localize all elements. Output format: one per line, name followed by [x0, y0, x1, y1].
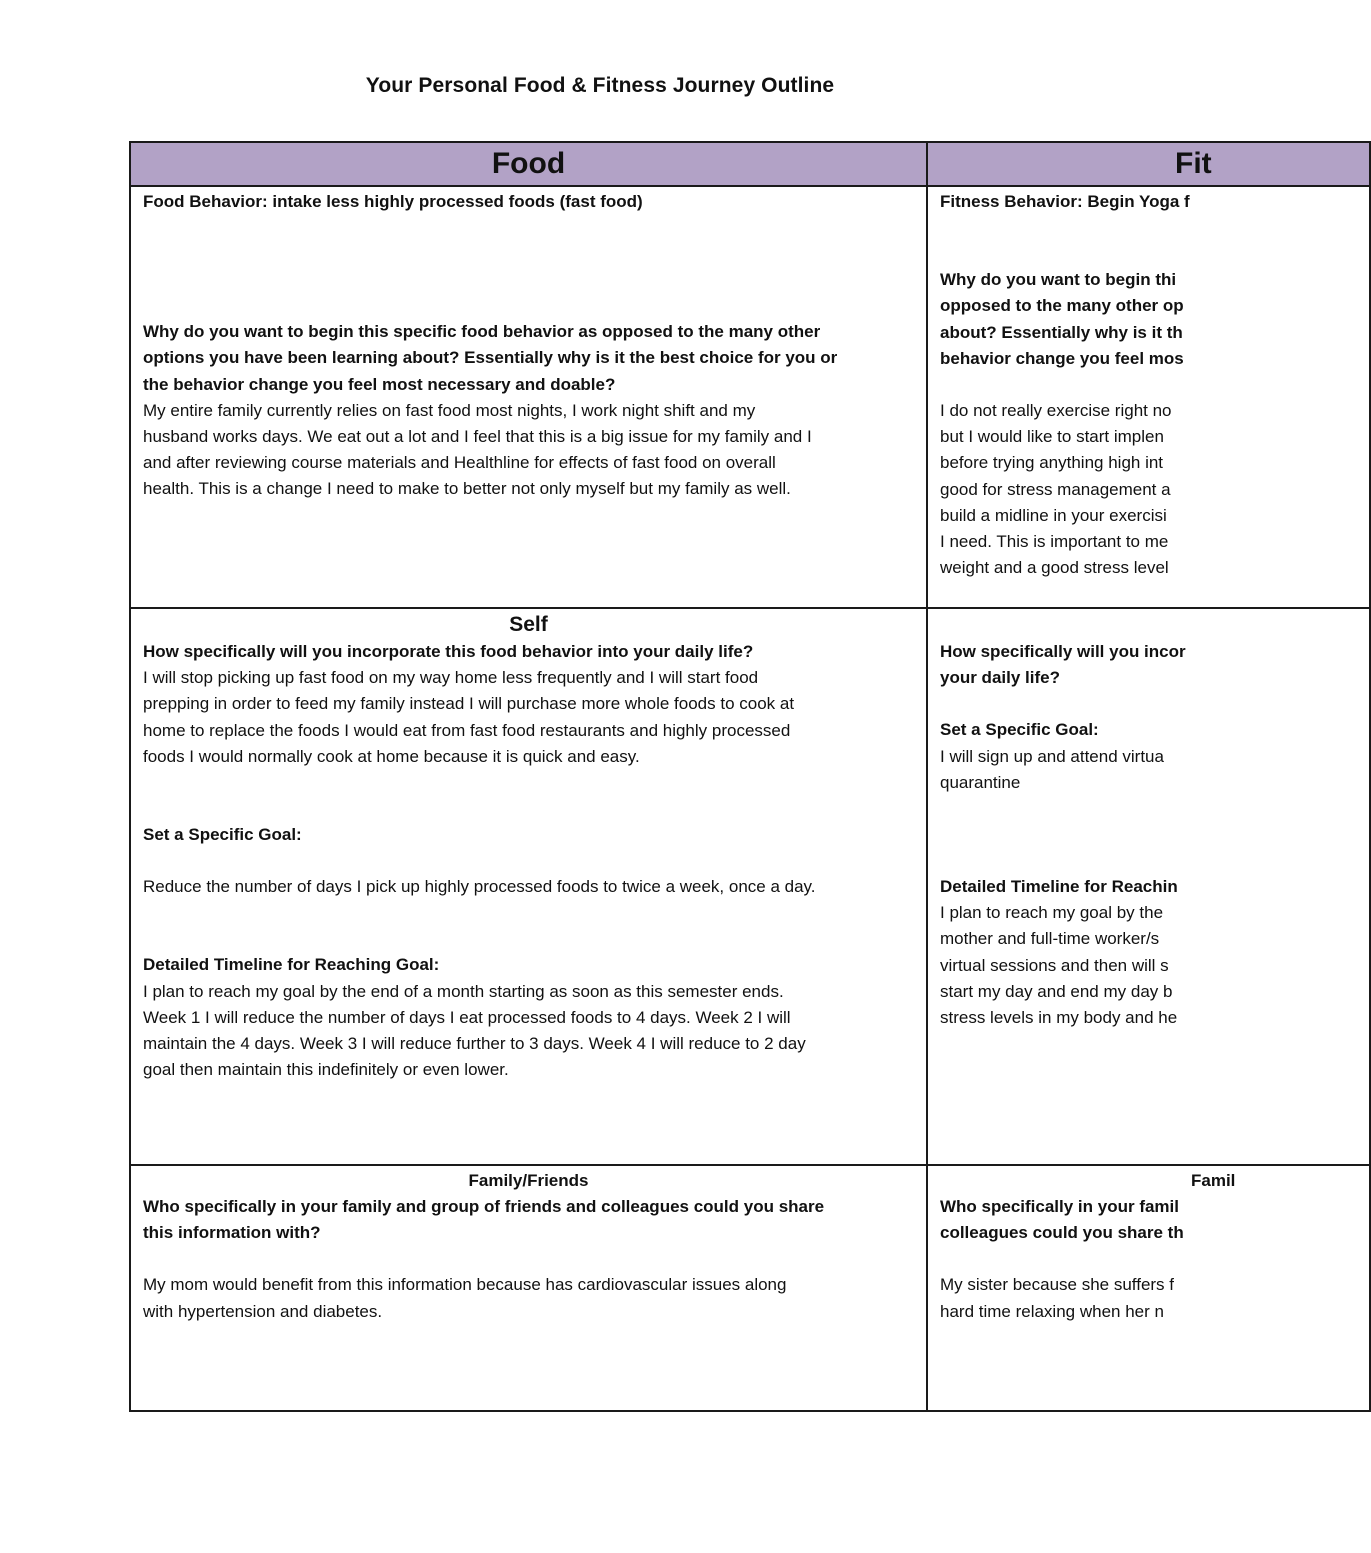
food-why-answer-line: health. This is a change I need to make to better not only myself but my family as well. [143, 479, 791, 499]
food-timeline-line: goal then maintain this indefinitely or even lower. [143, 1060, 509, 1080]
food-family-question [143, 1194, 914, 1246]
fitness-timeline-line: stress levels in my body and he [940, 1008, 1178, 1028]
food-column-header: Food [130, 142, 927, 186]
page-title: Your Personal Food & Fitness Journey Outline [365, 74, 835, 97]
food-timeline [143, 979, 914, 1084]
food-why-answer-line: husband works days. We eat out a lot and I feel that this is a big issue for my family and I [143, 427, 812, 447]
food-timeline-line: Week 1 I will reduce the number of days I eat processed foods to 4 days. Week 2 I will [143, 1007, 791, 1027]
fitness-family-answer-line: hard time relaxing when her n [940, 1301, 1164, 1321]
food-family-question-line: Who specifically in your family and group of friends and colleagues could you share [143, 1197, 825, 1216]
family-row [130, 1165, 1370, 1411]
fitness-why-answer-line: but I would like to start implen [940, 427, 1164, 447]
food-why-question-line: Why do you want to begin this specific food behavior as opposed to the many other [143, 322, 821, 342]
food-behavior-label: Food Behavior: intake less highly processed foods (fast food) [143, 192, 643, 211]
fitness-self-question-line: your daily life? [940, 668, 1060, 688]
food-family-answer-line: with hypertension and diabetes. [143, 1301, 383, 1321]
food-why-question-line: options you have been learning about? Essentially why is it the best choice for you or [143, 348, 838, 368]
food-family-answer [143, 1272, 914, 1324]
fitness-why-answer-line: before trying anything high int [940, 453, 1164, 473]
food-why-answer-line: and after reviewing course materials and Healthline for effects of fast food on overall [143, 453, 776, 473]
fitness-family-question-line: colleagues could you share th [940, 1223, 1184, 1243]
food-why-question [143, 319, 914, 398]
fitness-why-answer-line: weight and a good stress level [940, 558, 1169, 578]
fitness-family-answer-line: My sister because she suffers f [940, 1275, 1175, 1295]
fitness-why-question-line: opposed to the many other op [940, 296, 1184, 316]
self-row [130, 608, 1370, 1165]
fitness-family-cell [927, 1165, 1370, 1411]
food-why-answer-line: My entire family currently relies on fast food most nights, I work night shift and my [143, 400, 756, 420]
fitness-self-cell [927, 608, 1370, 1165]
food-why-answer [143, 398, 914, 503]
fitness-why-answer-line: good for stress management a [940, 479, 1171, 499]
fitness-family-answer [940, 1272, 1357, 1324]
fitness-timeline-line: start my day and end my day b [940, 981, 1173, 1001]
food-timeline-line: I plan to reach my goal by the end of a month starting as soon as this semester ends. [143, 981, 784, 1001]
self-heading: Self [509, 613, 548, 636]
fitness-goal [940, 744, 1357, 796]
fitness-timeline-line: virtual sessions and then will s [940, 955, 1169, 975]
fitness-why-question-line: Why do you want to begin thi [940, 270, 1177, 290]
fitness-timeline-line: I plan to reach my goal by the [940, 903, 1164, 923]
fitness-family-heading: Famil [1191, 1171, 1236, 1190]
fitness-why-question-line: about? Essentially why is it th [940, 322, 1183, 342]
food-why-question-line: the behavior change you feel most necessary and doable? [143, 374, 616, 394]
fitness-why-question-line: behavior change you feel mos [940, 348, 1184, 368]
family-heading: Family/Friends [468, 1171, 589, 1190]
fitness-behavior-label: Fitness Behavior: Begin Yoga f [940, 192, 1190, 211]
food-family-cell [130, 1165, 927, 1411]
fitness-goal-label: Set a Specific Goal: [940, 720, 1099, 740]
food-family-answer-line: My mom would benefit from this information because has cardiovascular issues along [143, 1275, 787, 1295]
food-timeline-line: maintain the 4 days. Week 3 I will reduce further to 3 days. Week 4 I will reduce to 2 day [143, 1034, 806, 1054]
food-self-answer-line: prepping in order to feed my family instead I will purchase more whole foods to cook at [143, 694, 795, 714]
fitness-timeline-line: mother and full-time worker/s [940, 929, 1160, 949]
food-timeline-label: Detailed Timeline for Reaching Goal: [143, 955, 440, 975]
fitness-why-question [940, 267, 1357, 372]
fitness-behavior-cell [927, 186, 1370, 608]
food-self-cell [130, 608, 927, 1165]
food-behavior-cell [130, 186, 927, 608]
fitness-why-answer-line: I need. This is important to me [940, 532, 1169, 552]
fitness-why-answer [940, 398, 1357, 581]
behavior-row [130, 186, 1370, 608]
fitness-column-header: Fit [927, 142, 1370, 186]
fitness-self-question [940, 639, 1357, 691]
fitness-timeline-label: Detailed Timeline for Reachin [940, 877, 1178, 897]
fitness-family-question-line: Who specifically in your famil [940, 1197, 1179, 1216]
food-goal-label: Set a Specific Goal: [143, 825, 302, 845]
fitness-why-answer-line: build a midline in your exercisi [940, 505, 1167, 525]
food-self-answer-line: I will stop picking up fast food on my way home less frequently and I will start food [143, 668, 759, 688]
food-self-question: How specifically will you incorporate this food behavior into your daily life? [143, 642, 754, 661]
fitness-family-question [940, 1194, 1357, 1246]
food-self-answer [143, 665, 914, 770]
fitness-goal-line: I will sign up and attend virtua [940, 746, 1164, 766]
table-header-row [130, 142, 1370, 186]
food-self-answer-line: foods I would normally cook at home because it is quick and easy. [143, 746, 640, 766]
fitness-why-answer-line: I do not really exercise right no [940, 401, 1172, 421]
fitness-self-question-line: How specifically will you incor [940, 642, 1186, 661]
food-self-answer-line: home to replace the foods I would eat from fast food restaurants and highly processed [143, 720, 791, 740]
fitness-timeline [940, 900, 1357, 1031]
food-goal: Reduce the number of days I pick up highly processed foods to twice a week, once a day. [143, 877, 816, 897]
food-family-question-line: this information with? [143, 1223, 321, 1243]
fitness-goal-line: quarantine [940, 772, 1021, 792]
journey-outline-table [129, 141, 1371, 1412]
